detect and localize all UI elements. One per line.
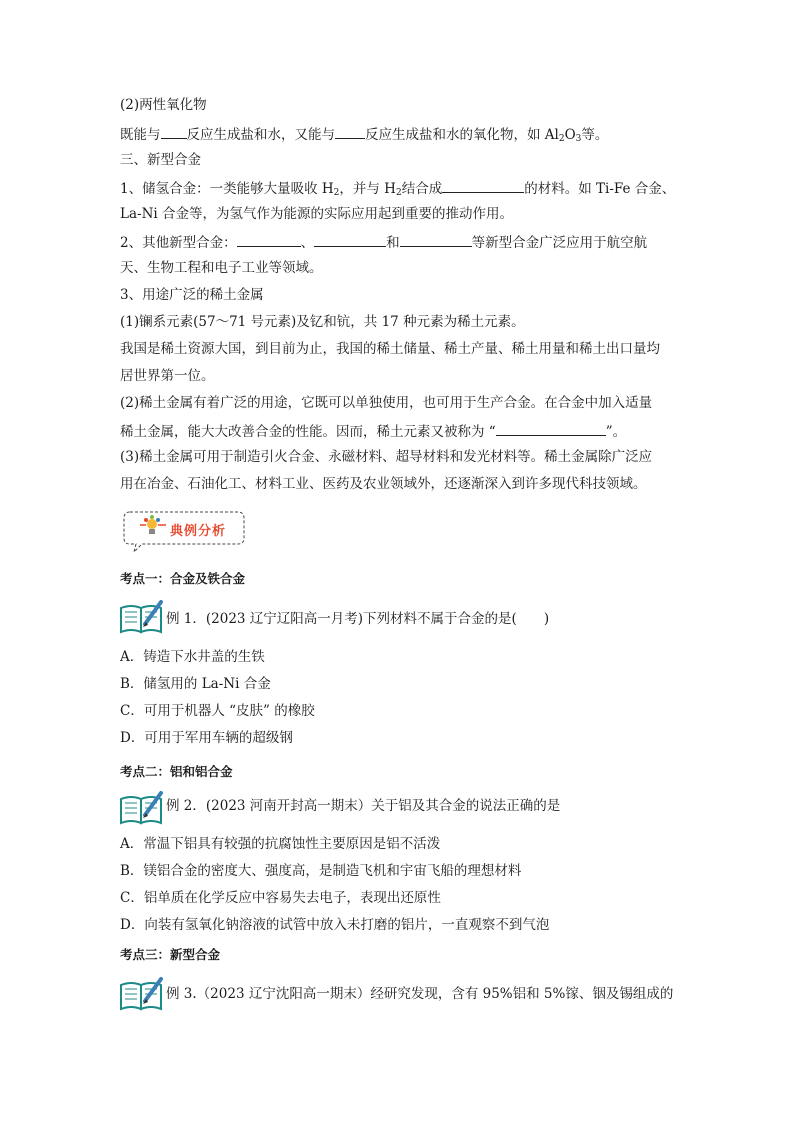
fill-blank[interactable] xyxy=(335,124,365,139)
text: 结合成 xyxy=(401,181,443,197)
topic3-title: 考点三：新型合金 xyxy=(120,947,221,962)
text: 等。 xyxy=(581,127,609,143)
book-pen-icon xyxy=(119,975,165,1011)
q2-option-b[interactable]: B．镁铝合金的密度大、强度高，是制造飞机和宇宙飞船的理想材料 xyxy=(120,863,522,879)
bulb-icon xyxy=(147,519,157,529)
fill-blank[interactable] xyxy=(161,124,187,139)
text: 和 xyxy=(386,235,400,251)
rare-earth-p2a: 我国是稀土资源大国，到目前为止，我国的稀土储量、稀土产量、稀土用量和稀土出口量均 xyxy=(120,341,660,357)
banner-label: 典例分析 xyxy=(170,524,227,539)
hydrogen-storage-line1 xyxy=(120,178,675,202)
hydrogen-storage-line2: La-Ni 合金等，为氢气作为能源的实际应用起到重要的推动作用。 xyxy=(120,206,513,222)
text: 2、其他新型合金： xyxy=(120,235,237,251)
subscript: 2 xyxy=(333,188,340,198)
rare-earth-p4a: (3)稀土金属可用于制造引火合金、永磁材料、超导材料和发光材料等。稀土金属除广泛应 xyxy=(120,449,653,465)
question-2: 例 2．(2023 河南开封高一期末）关于铝及其合金的说法正确的是 xyxy=(166,798,561,814)
text: ”。 xyxy=(605,424,627,440)
fill-blank[interactable] xyxy=(314,232,386,247)
book-pen-icon xyxy=(119,598,165,634)
rare-earth-p1: (1)镧系元素(57～71 号元素)及钇和钪，共 17 种元素为稀土元素。 xyxy=(120,314,525,330)
fill-blank[interactable] xyxy=(237,232,301,247)
text: 等新型合金广泛应用于航空航 xyxy=(471,235,648,251)
topic1-title: 考点一：合金及铁合金 xyxy=(120,571,246,586)
rare-earth-p3b xyxy=(120,421,626,441)
q1-option-d[interactable]: D．可用于军用车辆的超级钢 xyxy=(120,730,293,746)
subscript: 3 xyxy=(575,134,582,144)
rare-earth-p3a: (2)稀土金属有着广泛的用途，它既可以单独使用，也可用于生产合金。在合金中加入适量 xyxy=(120,395,653,411)
q1-option-a[interactable]: A．铸造下水井盖的生铁 xyxy=(120,649,265,665)
rare-earth-p2b: 居世界第一位。 xyxy=(120,368,215,384)
other-alloys-line2: 天、生物工程和电子工业等领域。 xyxy=(120,260,323,276)
text: 的材料。如 Ti-Fe 合金、 xyxy=(524,181,676,197)
question-3: 例 3.（2023 辽宁沈阳高一期末）经研究发现，含有 95%铝和 5%镓、铟及锡组成的 xyxy=(166,986,674,1002)
fill-blank[interactable] xyxy=(496,421,606,436)
question-1: 例 1．(2023 辽宁辽阳高一月考)下列材料不属于合金的是( ) xyxy=(166,611,550,627)
text: 反应生成盐和水的氧化物，如 Al xyxy=(365,127,559,143)
text: O xyxy=(564,127,576,143)
q2-option-c[interactable]: C．铝单质在化学反应中容易失去电子，表现出还原性 xyxy=(120,890,441,906)
rare-earth-title: 3、用途广泛的稀土金属 xyxy=(120,287,264,303)
q1-option-b[interactable]: B．储氢用的 La-Ni 合金 xyxy=(120,676,271,692)
section-heading-new-alloy: 三、新型合金 xyxy=(120,152,201,168)
text: ，并与 H xyxy=(339,181,396,197)
text: 1、储氢合金：一类能够大量吸收 H xyxy=(120,181,334,197)
book-pen-icon xyxy=(119,789,165,825)
rare-earth-p4b: 用在冶金、石油化工、材料工业、医药及农业领域外，还逐渐深入到许多现代科技领域。 xyxy=(120,476,647,492)
amphoteric-definition xyxy=(120,124,608,148)
topic2-title: 考点二：铝和铝合金 xyxy=(120,764,233,779)
q2-option-a[interactable]: A．常温下铝具有较强的抗腐蚀性主要原因是铝不活泼 xyxy=(120,836,441,852)
text: 稀土金属，能大大改善合金的性能。因而，稀土元素又被称为 “ xyxy=(120,424,496,440)
subscript: 2 xyxy=(395,188,402,198)
example-analysis-banner xyxy=(120,508,248,554)
q2-option-d[interactable]: D．向装有氢氧化钠溶液的试管中放入未打磨的铝片，一直观察不到气泡 xyxy=(120,917,550,933)
q1-option-c[interactable]: C．可用于机器人 “皮肤” 的橡胶 xyxy=(120,703,315,719)
fill-blank[interactable] xyxy=(400,232,472,247)
fill-blank[interactable] xyxy=(442,178,524,193)
amphoteric-title: (2)两性氧化物 xyxy=(120,97,207,113)
subscript: 2 xyxy=(558,134,565,144)
text: 、 xyxy=(300,235,315,251)
text: 既能与 xyxy=(120,127,161,143)
text: 反应生成盐和水，又能与 xyxy=(186,127,335,143)
other-alloys-line1 xyxy=(120,232,647,252)
